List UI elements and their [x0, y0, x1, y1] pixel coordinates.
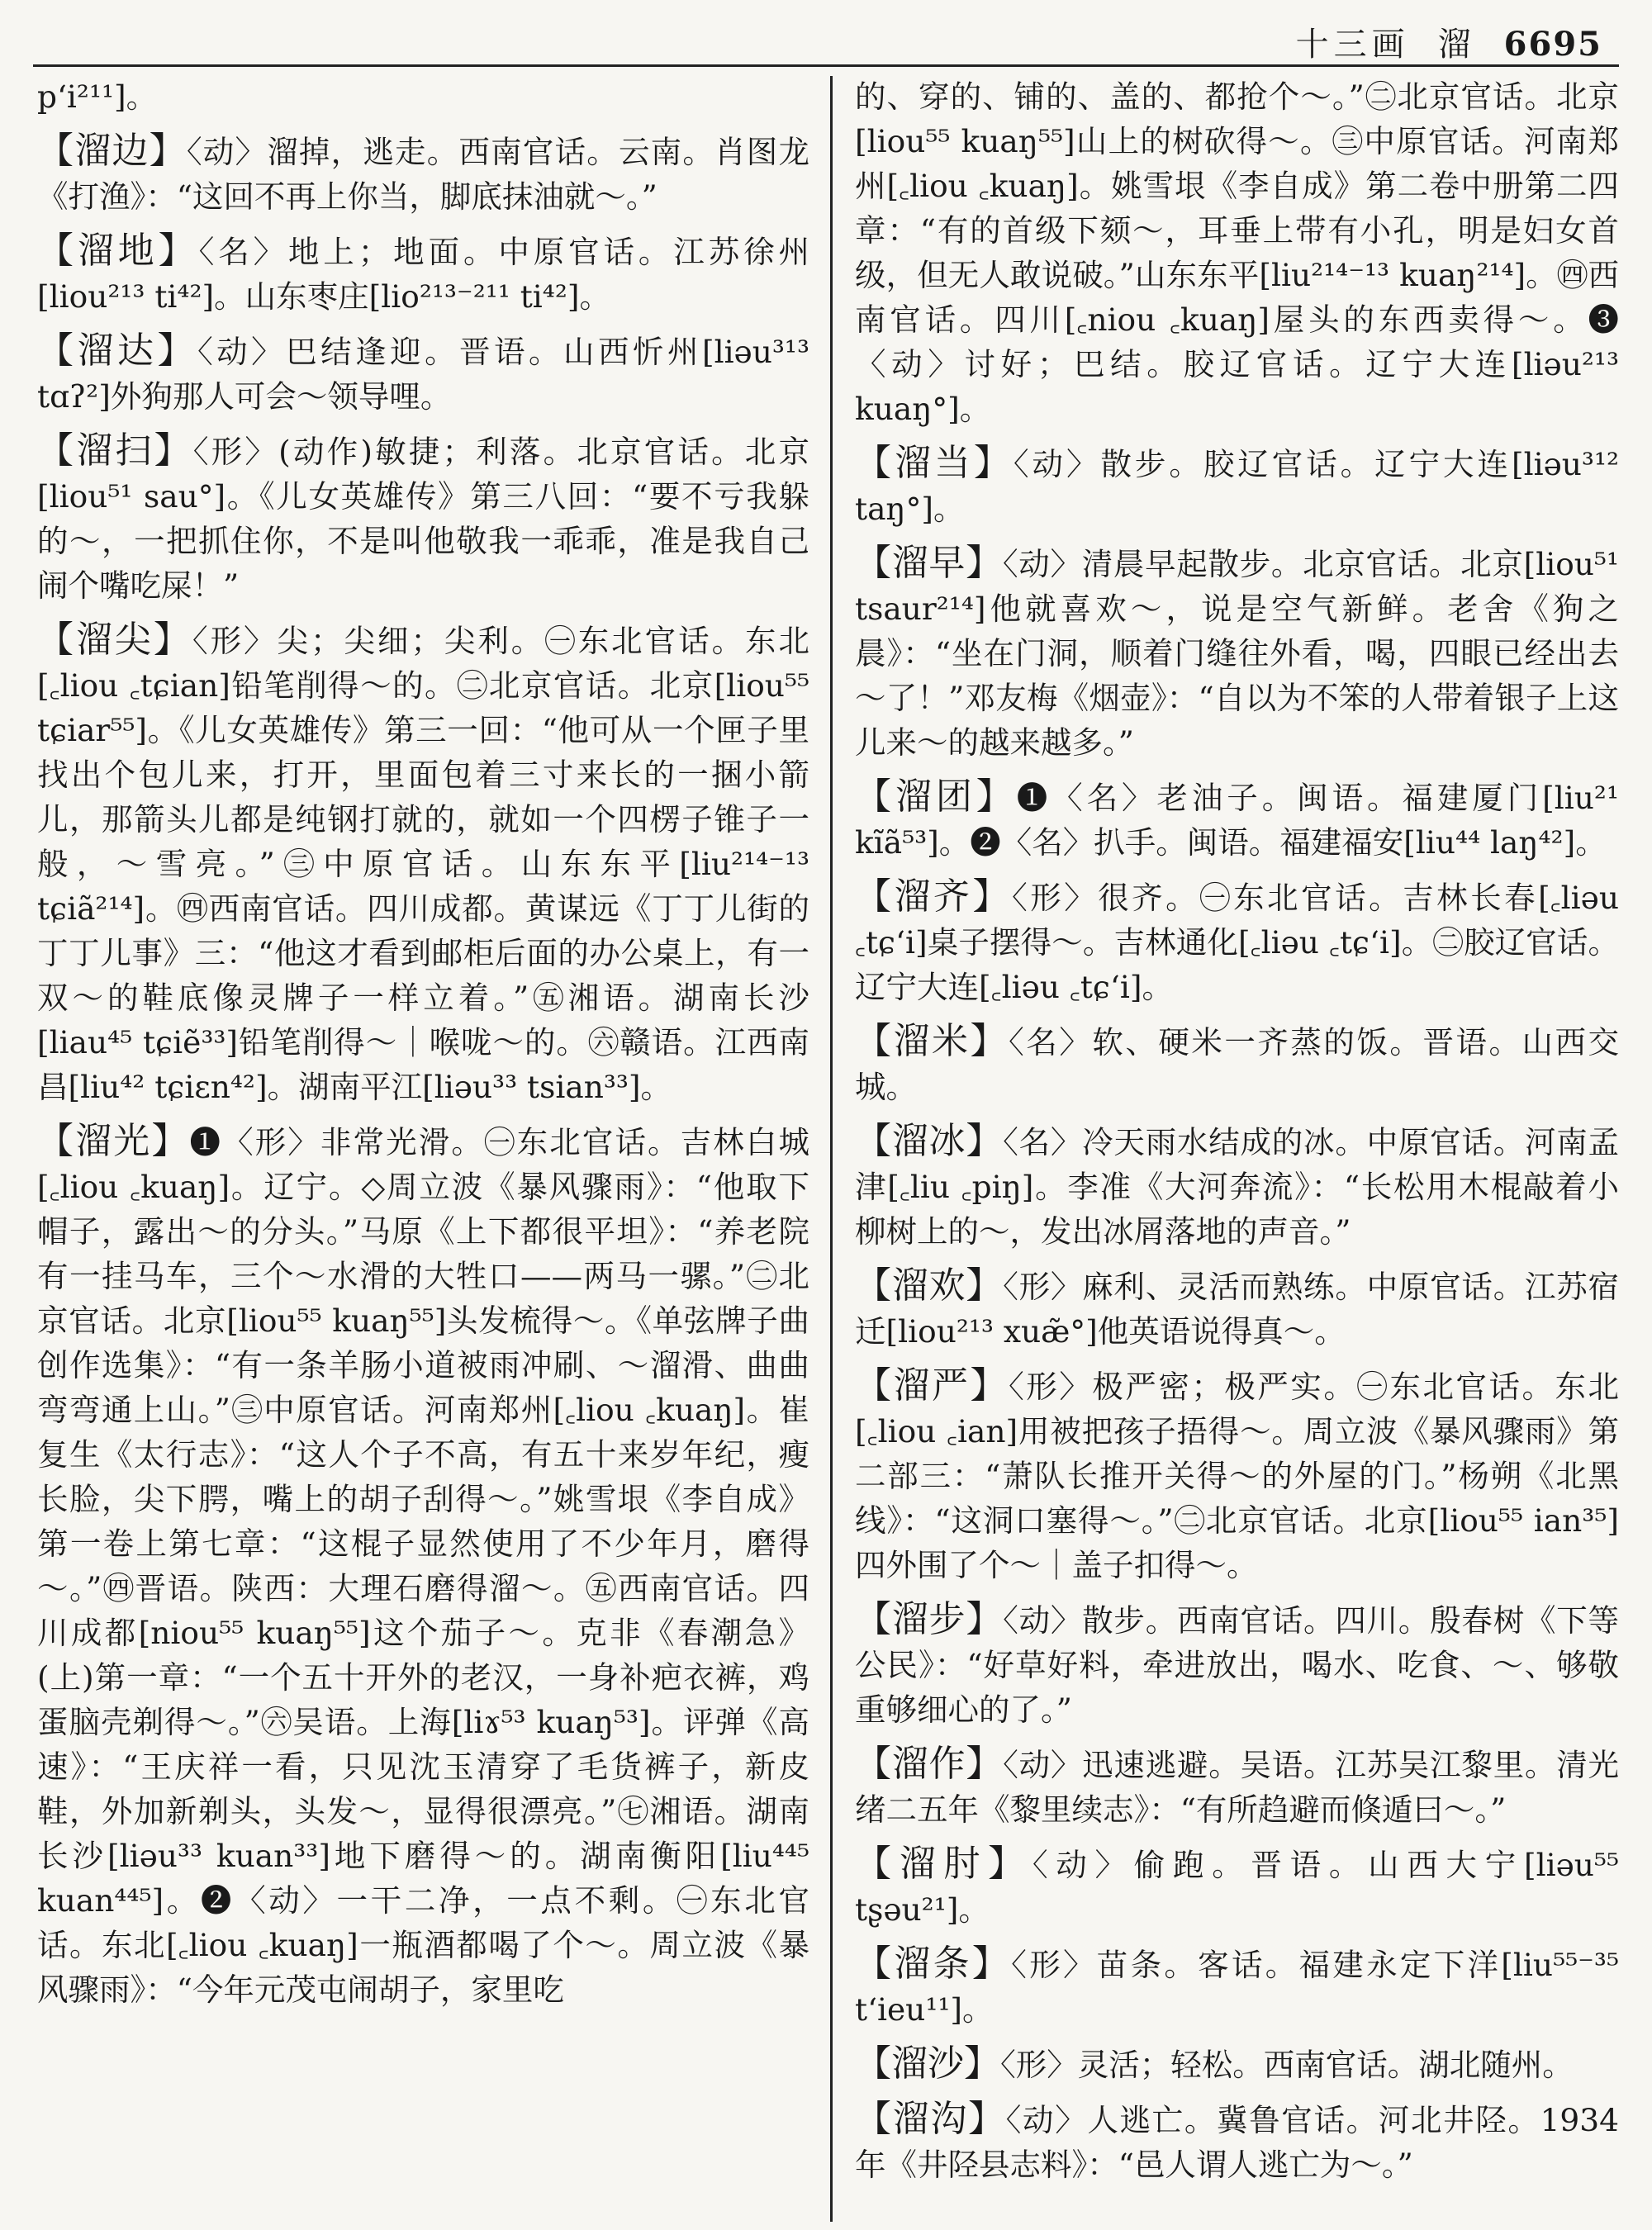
- entry-definition: ❶〈名〉老油子。闽语。福建厦门[liu²¹ kĩã⁵³]。❷〈名〉扒手。闽语。福建福安[liu⁴⁴ laŋ⁴²]。: [855, 780, 1619, 861]
- entry-headword: 【溜严】: [855, 1364, 1009, 1407]
- dictionary-entry: [37, 329, 809, 419]
- dictionary-entry: [855, 1742, 1619, 1832]
- dictionary-entry: [855, 1364, 1619, 1587]
- right-column: [855, 74, 1619, 2222]
- dictionary-entry: [855, 1597, 1619, 1732]
- entry-headword: 【溜光】: [37, 1120, 190, 1162]
- header-rule: [33, 64, 1619, 67]
- entry-definition: ❶〈形〉非常光滑。㊀东北官话。吉林白城[꜀liou ꜀kuaŋ]。辽宁。◇周立波《暴风骤雨》：“他取下帽子，露出～的分头。”马原《上下都很平坦》：“养老院有一挂马车，三个～水滑的大牲口——两马一骡。”㊁北京官话。北京[liou⁵⁵ kuaŋ⁵⁵]头发梳得～。《单弦牌子曲创作选集》：“有一条羊肠小道被雨冲刷、～溜滑、曲曲弯弯通上山。”㊂中原官话。河南郑州[꜀liou ꜀kuaŋ]。崔复生《太行志》：“这人个子不高，有五十来岁年纪，瘦长脸，尖下腭，嘴上的胡子刮得～。”姚雪垠《李自成》第一卷上第七章：“这棍子显然使用了不少年月，磨得～。”㊃晋语。陕西：大理石磨得溜～。㊄西南官话。四川成都[niou⁵⁵ kuaŋ⁵⁵]这个茄子～。克非《春潮急》(上)第一章：“一个五十开外的老汉，一身补疤衣裤，鸡蛋脑壳剃得～。”㊅吴语。上海[liɤ⁵³ kuaŋ⁵³]。评弹《高速》：“王庆祥一看，只见沈玉清穿了毛货裤子，新皮鞋，外加新剃头，头发～，显得很漂亮。”㊆湘语。湖南长沙[liəu³³ kuan³³]地下磨得～的。湖南衡阳[liu⁴⁴⁵ kuan⁴⁴⁵]。❷〈动〉一干二净，一点不剩。㊀东北官话。东北[꜀liou ꜀kuaŋ]一瓶酒都喝了个～。周立波《暴风骤雨》：“今年元茂屯闹胡子，家里吃: [37, 1124, 809, 2008]
- page-header: [1296, 18, 1602, 65]
- entry-definition: 〈形〉(动作)敏捷；利落。北京官话。北京[liou⁵¹ sau°]。《儿女英雄传》第三八回：“要不亏我躲的～，一把抓住你，不是叫他敬我一乖乖，准是我自己闹个嘴吃屎！”: [37, 434, 809, 604]
- dictionary-entry: [855, 1842, 1619, 1932]
- dictionary-entry: [855, 74, 1619, 431]
- entry-headword: 【溜作】: [855, 1743, 1004, 1785]
- entry-headword: 【溜齐】: [855, 875, 1012, 918]
- dictionary-entry: [37, 129, 809, 219]
- entry-headword: 【溜尖】: [37, 619, 192, 661]
- entry-definition: 〈形〉很齐。㊀东北官话。吉林长春[꜀liəu ꜀tɕ‘i]桌子摆得～。吉林通化[꜀liəu ꜀tɕ‘i]。㊁胶辽官话。辽宁大连[꜀liəu ꜀tɕ‘i]。: [855, 880, 1619, 1005]
- entry-definition: 〈动〉迅速逃避。吴语。江苏吴江黎里。清光绪二五年《黎里续志》：“有所趋避而倏遁曰～。”: [855, 1747, 1619, 1828]
- entry-definition: 〈名〉冷天雨水结成的冰。中原官话。河南孟津[꜀liu ꜀piŋ]。李准《大河奔流》：“长松用木棍敲着小柳树上的～，发出冰屑落地的声音。”: [855, 1124, 1619, 1250]
- dictionary-entry: [37, 229, 809, 319]
- stroke-count-label: 十三画: [1295, 26, 1410, 64]
- entry-definition: 〈动〉清晨早起散步。北京官话。北京[liou⁵¹ tsaur²¹⁴]他就喜欢～，说是空气新鲜。老舍《狗之晨》：“坐在门洞，顺着门缝往外看，喝，四眼已经出去～了！”邓友梅《烟壶》：“自以为不笨的人带着银子上这儿来～的越来越多。”: [855, 546, 1619, 761]
- entry-headword: 【溜扫】: [37, 429, 193, 472]
- entry-definition: 〈形〉尖；尖细；尖利。㊀东北官话。东北[꜀liou ꜀tɕian]铅笔削得～的。㊁北京官话。北京[liou⁵⁵ tɕiar⁵⁵]。《儿女英雄传》第三一回：“他可从一个匣子里找出个包儿来，打开，里面包着三寸来长的一捆小箭儿，那箭头儿都是纯钢打就的，就如一个四楞子锥子一般，～雪亮。”㊂中原官话。山东东平[liu²¹⁴⁻¹³ tɕiã²¹⁴]。㊃西南官话。四川成都。黄谋远《丁丁儿街的丁丁儿事》三：“他这才看到邮柜后面的办公桌上，有一双～的鞋底像灵牌子一样立着。”㊄湘语。湖南长沙[liau⁴⁵ tɕiẽ³³]铅笔削得～｜喉咙～的。㊅赣语。江西南昌[liu⁴² tɕiɛn⁴²]。湖南平江[liəu³³ tsian³³]。: [37, 623, 809, 1105]
- entry-definition: 〈名〉软、硬米一齐蒸的饭。晋语。山西交城。: [855, 1024, 1619, 1105]
- column-divider: [830, 76, 833, 2222]
- entry-headword: 【溜边】: [37, 130, 187, 172]
- entry-definition: 〈动〉散步。西南官话。四川。殷春树《下等公民》：“好草好料，牵进放出，喝水、吃食、～、够敬重够细心的了。”: [855, 1602, 1619, 1728]
- entry-definition: 〈形〉极严密；极严实。㊀东北官话。东北[꜀liou ꜀ian]用被把孩子捂得～。周立波《暴风骤雨》第二部三：“萧队长推开关得～的外屋的门。”杨朔《北黑线》：“这洞口塞得～。”㊁北京官话。北京[liou⁵⁵ ian³⁵]四外围了个～｜盖子扣得～。: [855, 1369, 1619, 1583]
- entry-headword: 【溜达】: [37, 330, 197, 372]
- left-column: [37, 74, 809, 2222]
- entry-headword: 【溜欢】: [855, 1264, 1004, 1307]
- dictionary-entry: [37, 1119, 809, 2012]
- entry-definition: 〈名〉地上；地面。中原官话。江苏徐州[liou²¹³ ti⁴²]。山东枣庄[lio²¹³⁻²¹¹ ti⁴²]。: [37, 234, 809, 315]
- entry-headword: 【溜肘】: [855, 1843, 1032, 1885]
- dictionary-entry: [37, 429, 809, 608]
- entry-headword: 【溜沟】: [855, 2098, 1006, 2140]
- entry-definition: 〈形〉灵活；轻松。西南官话。湖北随州。: [1000, 2047, 1574, 2083]
- dictionary-entry: [37, 618, 809, 1109]
- entry-headword: 【溜步】: [855, 1598, 1004, 1640]
- entry-definition: 〈动〉偷跑。晋语。山西大宁[liəu⁵⁵ tʂəu²¹]。: [855, 1847, 1619, 1928]
- entry-headword: 【溜当】: [855, 442, 1014, 484]
- entry-headword: 【溜早】: [855, 542, 1003, 584]
- dictionary-entry: [855, 1119, 1619, 1254]
- entry-definition: p‘i²¹¹]。: [37, 78, 158, 115]
- dictionary-entry: [37, 74, 809, 119]
- entry-definition: 的、穿的、铺的、盖的、都抢个～。”㊁北京官话。北京[liou⁵⁵ kuaŋ⁵⁵]山上的树砍得～。㊂中原官话。河南郑州[꜀liou ꜀kuaŋ]。姚雪垠《李自成》第二卷中册第二四章：“有的首级下颏～，耳垂上带有小孔，明是妇女首级，但无人敢说破。”山东东平[liu²¹⁴⁻¹³ kuaŋ²¹⁴]。㊃西南官话。四川[꜀niou ꜀kuaŋ]屋头的东西卖得～。❸〈动〉讨好；巴结。胶辽官话。辽宁大连[liəu²¹³ kuaŋ°]。: [855, 78, 1619, 427]
- dictionary-entry: [855, 775, 1619, 865]
- entry-definition: 〈动〉溜掉，逃走。西南官话。云南。肖图龙《打渔》：“这回不再上你当，脚底抹油就～。”: [37, 134, 809, 215]
- dictionary-entry: [855, 875, 1619, 1009]
- dictionary-entry: [855, 1264, 1619, 1354]
- entry-headword: 【溜沙】: [855, 2043, 1000, 2085]
- entry-headword: 【溜条】: [855, 1943, 1012, 1985]
- page-number: 6695: [1503, 25, 1602, 64]
- entry-definition: 〈动〉散步。胶辽官话。辽宁大连[liəu³¹² taŋ°]。: [855, 446, 1619, 527]
- entry-definition: 〈形〉麻利、灵活而熟练。中原官话。江苏宿迁[liou²¹³ xuæ̃°]他英语说得真～。: [855, 1269, 1619, 1350]
- entry-definition: 〈动〉巴结逢迎。晋语。山西忻州[liəu³¹³ tɑʔ²]外狗那人可会～领导哩。: [37, 334, 809, 415]
- entry-definition: 〈形〉苗条。客话。福建永定下洋[liu⁵⁵⁻³⁵ t‘ieu¹¹]。: [855, 1947, 1619, 2028]
- dictionary-entry: [855, 1942, 1619, 2032]
- dictionary-entry: [855, 2042, 1619, 2087]
- entry-headword: 【溜米】: [855, 1020, 1009, 1062]
- dictionary-entry: [855, 1019, 1619, 1109]
- entry-headword: 【溜冰】: [855, 1120, 1004, 1162]
- dictionary-entry: [855, 441, 1619, 531]
- dictionary-entry: [855, 541, 1619, 765]
- radical-char: 溜: [1437, 26, 1476, 64]
- dictionary-entry: [855, 2097, 1619, 2187]
- entry-definition: 〈动〉人逃亡。冀鲁官话。河北井陉。1934年《井陉县志料》：“邑人谓人逃亡为～。”: [855, 2102, 1619, 2183]
- entry-headword: 【溜团】: [855, 776, 1017, 818]
- entry-headword: 【溜地】: [37, 230, 199, 272]
